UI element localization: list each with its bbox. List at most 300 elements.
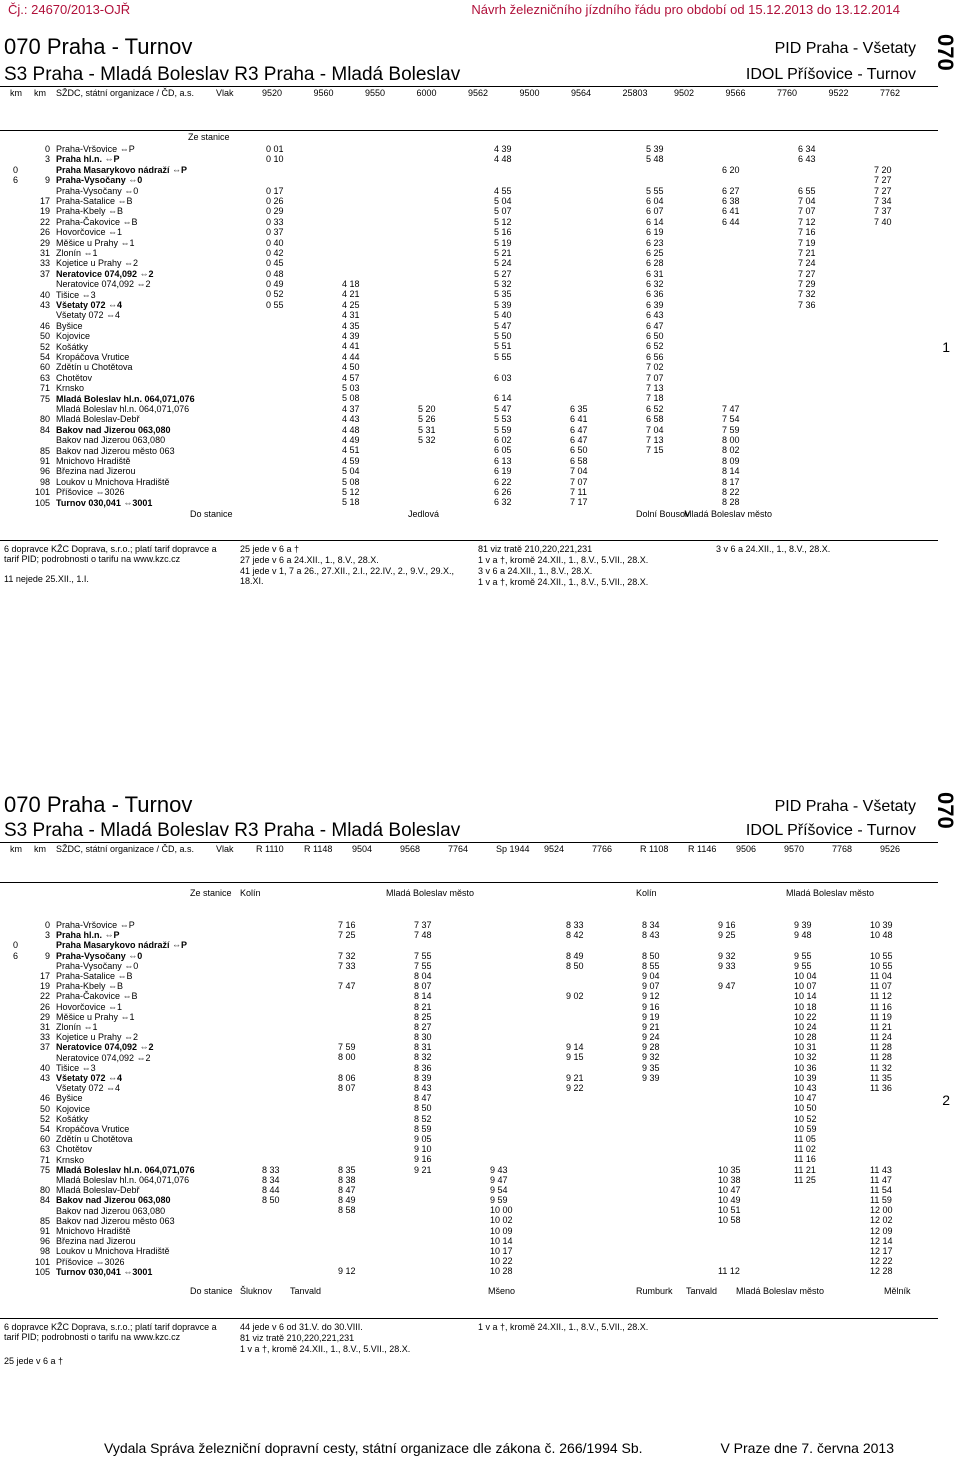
km-value: 31 bbox=[39, 248, 50, 258]
time-cell: 4 35 bbox=[342, 320, 360, 331]
km-value: 43 bbox=[39, 1073, 50, 1083]
station-row bbox=[0, 300, 240, 310]
time-cell bbox=[798, 466, 816, 476]
time-cell: 4 57 bbox=[342, 372, 360, 383]
time-cell: 4 51 bbox=[342, 445, 360, 456]
time-cell bbox=[718, 1083, 741, 1093]
time-cell: 12 28 bbox=[870, 1266, 893, 1277]
station-row bbox=[0, 1134, 240, 1144]
time-column bbox=[490, 920, 513, 1277]
km-value: 91 bbox=[39, 1226, 50, 1236]
time-cell bbox=[266, 310, 284, 320]
time-cell bbox=[342, 154, 360, 164]
station-name: Tišice ⇔3 bbox=[56, 1062, 96, 1073]
time-cell bbox=[494, 175, 512, 185]
date: V Praze dne 7. června 2013 bbox=[720, 1440, 894, 1456]
time-cell: 11 24 bbox=[870, 1032, 892, 1043]
time-cell bbox=[642, 1093, 660, 1103]
time-cell bbox=[494, 165, 512, 175]
time-cell: 6 44 bbox=[722, 216, 740, 227]
station-name: Bakov nad Jizerou 063,080 bbox=[56, 1195, 171, 1206]
time-cell bbox=[874, 331, 892, 341]
time-cell: 8 49 bbox=[566, 950, 584, 961]
time-cell: 4 39 bbox=[494, 144, 512, 154]
time-cell: 6 41 bbox=[570, 414, 588, 425]
time-cell bbox=[870, 940, 893, 950]
time-cell: 7 25 bbox=[338, 930, 356, 941]
route-lines: S3 Praha - Mladá Boleslav R3 Praha - Mladá Boleslav bbox=[4, 820, 461, 841]
time-cell: 12 22 bbox=[870, 1256, 893, 1267]
divider bbox=[0, 1318, 938, 1319]
time-cell bbox=[570, 331, 588, 341]
time-cell bbox=[418, 217, 436, 227]
time-cell bbox=[722, 175, 740, 185]
km-value: 60 bbox=[39, 362, 50, 373]
time-cell bbox=[874, 154, 892, 164]
time-cell bbox=[418, 477, 436, 487]
station-row bbox=[0, 279, 240, 289]
time-cell: 7 36 bbox=[798, 299, 816, 310]
time-cell bbox=[570, 269, 588, 279]
divider bbox=[0, 882, 938, 883]
time-cell: 7 55 bbox=[414, 960, 432, 971]
time-cell: 10 51 bbox=[718, 1205, 741, 1216]
time-cell bbox=[874, 279, 892, 289]
time-cell bbox=[570, 310, 588, 320]
km-value: 0 bbox=[44, 920, 50, 930]
km-value: 63 bbox=[39, 372, 50, 383]
time-cell bbox=[874, 227, 892, 237]
time-cell bbox=[338, 940, 356, 950]
time-cell bbox=[342, 227, 360, 237]
time-column bbox=[874, 144, 892, 508]
reference-number: Čj.: 24670/2013-OJŘ bbox=[8, 2, 131, 17]
time-cell bbox=[418, 165, 436, 175]
station-name: Praha-Kbely ⇔B bbox=[56, 981, 124, 992]
time-cell: 5 24 bbox=[494, 258, 512, 269]
time-cell: 8 50 bbox=[262, 1195, 280, 1206]
time-cell bbox=[570, 341, 588, 351]
time-cell bbox=[718, 971, 741, 981]
time-cell bbox=[874, 341, 892, 351]
time-cell: 8 17 bbox=[722, 476, 740, 487]
time-cell bbox=[338, 1012, 356, 1022]
time-cell bbox=[722, 321, 740, 331]
station-name: Březina nad Jizerou bbox=[56, 1236, 136, 1247]
time-cell: 8 04 bbox=[414, 970, 432, 981]
time-cell: 9 25 bbox=[718, 930, 736, 941]
ze-stanice-label: Ze stanice bbox=[190, 888, 232, 898]
station-row bbox=[0, 373, 240, 383]
note-b0: 25 jede v 6 a † bbox=[240, 544, 300, 554]
time-cell bbox=[418, 362, 436, 372]
station-row bbox=[0, 487, 240, 497]
time-cell: 10 32 bbox=[794, 1052, 817, 1063]
operator-header: SŽDC, státní organizace / ČD, a.s. bbox=[56, 844, 195, 854]
time-cell: 8 21 bbox=[414, 1001, 432, 1012]
time-cell bbox=[418, 289, 436, 299]
time-cell: 6 47 bbox=[570, 434, 588, 445]
time-cell: 7 12 bbox=[798, 216, 816, 227]
station-name: Praha hl.n. ⇔P bbox=[56, 930, 120, 941]
time-cell bbox=[718, 1134, 741, 1144]
station-row bbox=[0, 196, 240, 206]
time-cell: 8 47 bbox=[414, 1093, 432, 1104]
time-cell: 9 21 bbox=[642, 1021, 660, 1032]
time-column bbox=[414, 920, 432, 1277]
km-value: 98 bbox=[39, 476, 50, 487]
operator-header: SŽDC, státní organizace / ČD, a.s. bbox=[56, 88, 195, 98]
time-cell bbox=[642, 1185, 660, 1195]
dest-3: Mladá Boleslav město bbox=[684, 509, 773, 519]
train-number: 7762 bbox=[880, 88, 901, 98]
train-number: 9500 bbox=[519, 88, 540, 98]
station-name: Krnsko bbox=[56, 383, 85, 394]
time-cell: 9 54 bbox=[490, 1184, 508, 1195]
station-name: Všetaty 072 ⇔4 bbox=[56, 1073, 123, 1083]
note-p2-3: 81 viz tratě 210,220,221,231 bbox=[240, 1333, 355, 1343]
time-cell: 6 34 bbox=[798, 144, 816, 154]
time-cell: 8 27 bbox=[414, 1021, 432, 1032]
time-cell bbox=[266, 165, 284, 175]
time-cell: 4 43 bbox=[342, 414, 360, 425]
time-cell bbox=[646, 497, 664, 507]
km-value: 29 bbox=[39, 1011, 50, 1022]
km-value: 40 bbox=[39, 1062, 50, 1073]
train-number: 9560 bbox=[313, 88, 334, 98]
km-value: 71 bbox=[39, 1154, 50, 1165]
time-cell bbox=[418, 466, 436, 476]
station-name: Březina nad Jizerou bbox=[56, 466, 136, 477]
station-name: Bakov nad Jizerou 063,080 bbox=[56, 424, 171, 435]
time-cell: 7 34 bbox=[874, 195, 892, 206]
time-cell: 8 52 bbox=[414, 1113, 432, 1124]
time-cell: 6 31 bbox=[646, 268, 664, 279]
time-cell: 8 00 bbox=[338, 1052, 356, 1063]
time-cell bbox=[262, 1012, 280, 1022]
destination: Šluknov bbox=[240, 1286, 273, 1296]
note-a0: 6 dopravce KŽC Doprava, s.r.o.; platí tarif dopravce a tarif PID; podrobnosti o tarifu na www.kzc.cz bbox=[4, 544, 217, 564]
train-number: 9520 bbox=[262, 88, 283, 98]
time-cell: 8 39 bbox=[414, 1072, 432, 1083]
time-cell bbox=[262, 920, 280, 930]
time-cell bbox=[262, 1002, 280, 1012]
time-cell bbox=[490, 1063, 513, 1073]
train-number: 9502 bbox=[674, 88, 695, 98]
side-label: 070 bbox=[933, 792, 958, 829]
time-cell bbox=[262, 1246, 280, 1256]
km-value: 75 bbox=[39, 1164, 50, 1175]
time-cell: 11 07 bbox=[870, 981, 892, 992]
time-cell bbox=[874, 269, 892, 279]
time-cell bbox=[418, 258, 436, 268]
time-cell bbox=[722, 144, 740, 154]
time-cell: 10 38 bbox=[718, 1174, 741, 1185]
time-cell bbox=[794, 1256, 817, 1266]
station-name: Neratovice 074,092 ⇔2 bbox=[56, 268, 154, 279]
station-row bbox=[0, 1267, 240, 1277]
time-cell: 5 40 bbox=[494, 310, 512, 321]
time-cell bbox=[642, 1246, 660, 1256]
time-cell bbox=[266, 393, 284, 403]
time-cell bbox=[798, 352, 816, 362]
time-cell bbox=[566, 1144, 584, 1154]
time-cell bbox=[338, 1226, 356, 1236]
time-cell bbox=[722, 300, 740, 310]
time-cell: 5 50 bbox=[494, 331, 512, 342]
time-cell: 9 10 bbox=[414, 1144, 432, 1155]
time-cell bbox=[570, 258, 588, 268]
pid-note: PID Praha - Všetaty bbox=[774, 40, 916, 57]
train-number: 7764 bbox=[448, 844, 469, 854]
time-cell bbox=[262, 1103, 280, 1113]
time-cell bbox=[262, 1063, 280, 1073]
time-cell bbox=[722, 238, 740, 248]
time-cell bbox=[494, 362, 512, 372]
origin-3: Kolín bbox=[636, 888, 657, 898]
time-cell bbox=[262, 951, 280, 961]
train-number: 9506 bbox=[736, 844, 757, 854]
time-cell: 9 55 bbox=[794, 960, 812, 971]
time-cell bbox=[342, 196, 360, 206]
time-cell bbox=[798, 383, 816, 393]
time-cell: 9 04 bbox=[642, 970, 660, 981]
station-row bbox=[0, 258, 240, 268]
dest-2: Dolní Bousov bbox=[636, 509, 690, 519]
time-cell: 10 07 bbox=[794, 981, 817, 992]
time-cell: 8 30 bbox=[414, 1032, 432, 1043]
time-cell bbox=[566, 1175, 584, 1185]
time-cell bbox=[266, 456, 284, 466]
time-cell bbox=[262, 1144, 280, 1154]
km-value: 91 bbox=[39, 456, 50, 466]
time-cell: 7 27 bbox=[874, 175, 892, 186]
time-cell bbox=[418, 373, 436, 383]
km-value: 0 bbox=[12, 164, 18, 175]
time-cell: 6 14 bbox=[646, 216, 664, 227]
time-cell bbox=[338, 1093, 356, 1103]
time-cell bbox=[874, 238, 892, 248]
time-cell bbox=[718, 1114, 741, 1124]
time-cell bbox=[262, 1266, 280, 1276]
station-row bbox=[0, 362, 240, 372]
time-cell bbox=[266, 373, 284, 383]
train-number: 7768 bbox=[832, 844, 853, 854]
time-cell: 5 39 bbox=[646, 144, 664, 154]
time-column bbox=[718, 920, 741, 1277]
station-name: Mladá Boleslav hl.n. 064,071,076 bbox=[56, 404, 190, 414]
time-cell bbox=[794, 1185, 817, 1195]
time-cell bbox=[266, 466, 284, 476]
time-cell: 6 35 bbox=[570, 403, 588, 414]
time-cell: 9 47 bbox=[718, 981, 736, 992]
time-cell: 6 50 bbox=[570, 445, 588, 456]
time-cell: 4 18 bbox=[342, 279, 360, 290]
time-cell: 9 39 bbox=[794, 920, 812, 930]
destination: Mšeno bbox=[488, 1286, 516, 1296]
station-name: Praha-Vysočany ⇔0 bbox=[56, 950, 143, 961]
time-cell: 8 47 bbox=[338, 1184, 356, 1195]
train-number: 9570 bbox=[784, 844, 805, 854]
time-cell bbox=[874, 248, 892, 258]
time-cell bbox=[490, 1093, 513, 1103]
time-cell bbox=[566, 1032, 584, 1042]
time-cell bbox=[798, 341, 816, 351]
time-cell: 10 55 bbox=[870, 950, 893, 961]
station-row bbox=[0, 1175, 240, 1185]
time-cell bbox=[490, 1002, 513, 1012]
time-cell: 7 37 bbox=[414, 920, 432, 930]
time-cell: 6 41 bbox=[722, 206, 740, 217]
time-cell: 4 59 bbox=[342, 455, 360, 466]
time-cell bbox=[266, 435, 284, 445]
time-cell bbox=[414, 1266, 432, 1276]
idol-note: IDOL Příšovice - Turnov bbox=[745, 66, 916, 83]
time-cell bbox=[722, 310, 740, 320]
station-row bbox=[0, 920, 240, 930]
time-cell bbox=[266, 383, 284, 393]
time-cell bbox=[490, 981, 513, 991]
station-row bbox=[0, 342, 240, 352]
km-value: 105 bbox=[34, 497, 50, 508]
time-cell bbox=[570, 300, 588, 310]
time-cell: 6 55 bbox=[798, 185, 816, 196]
station-row bbox=[0, 144, 240, 154]
time-cell: 9 39 bbox=[642, 1072, 660, 1083]
time-cell bbox=[718, 1103, 741, 1113]
time-cell: 8 02 bbox=[722, 445, 740, 456]
time-cell bbox=[722, 248, 740, 258]
origin-2: Mladá Boleslav město bbox=[386, 888, 475, 898]
time-cell: 4 44 bbox=[342, 351, 360, 362]
station-name: Bakov nad Jizerou město 063 bbox=[56, 1215, 175, 1226]
time-cell: 0 37 bbox=[266, 227, 284, 238]
time-cell bbox=[798, 321, 816, 331]
time-cell bbox=[566, 1114, 584, 1124]
time-cell: 6 23 bbox=[646, 237, 664, 248]
time-cell: 5 32 bbox=[494, 279, 512, 290]
time-cell bbox=[722, 258, 740, 268]
time-cell bbox=[262, 1114, 280, 1124]
time-column bbox=[646, 144, 664, 508]
time-cell: 7 18 bbox=[646, 393, 664, 404]
time-cell: 0 33 bbox=[266, 216, 284, 227]
time-cell bbox=[490, 1042, 513, 1052]
time-cell bbox=[718, 1256, 741, 1266]
time-cell bbox=[338, 1215, 356, 1225]
km-value: 75 bbox=[39, 393, 50, 404]
km-value: 29 bbox=[39, 237, 50, 248]
time-cell: 11 04 bbox=[870, 970, 892, 981]
time-cell: 5 27 bbox=[494, 268, 512, 279]
time-cell: 9 28 bbox=[642, 1042, 660, 1053]
station-name: Všetaty 072 ⇔4 bbox=[56, 1083, 121, 1094]
time-cell: 4 25 bbox=[342, 299, 360, 310]
time-cell bbox=[566, 1134, 584, 1144]
time-cell: 4 39 bbox=[342, 331, 360, 342]
time-cell bbox=[266, 341, 284, 351]
time-cell: 7 24 bbox=[798, 258, 816, 269]
time-column bbox=[722, 144, 740, 508]
time-cell: 7 19 bbox=[798, 237, 816, 248]
time-cell: 9 33 bbox=[718, 960, 736, 971]
time-cell bbox=[418, 144, 436, 154]
time-cell bbox=[566, 1226, 584, 1236]
time-cell: 5 55 bbox=[646, 185, 664, 196]
km-value: 22 bbox=[39, 216, 50, 227]
station-row bbox=[0, 1246, 240, 1256]
time-cell bbox=[490, 951, 513, 961]
time-cell: 6 52 bbox=[646, 341, 664, 352]
time-cell: 0 55 bbox=[266, 299, 284, 310]
time-cell: 4 31 bbox=[342, 310, 360, 321]
time-cell: 4 49 bbox=[342, 434, 360, 445]
time-cell: 6 58 bbox=[646, 414, 664, 425]
time-column bbox=[262, 920, 280, 1277]
time-cell: 10 22 bbox=[490, 1256, 513, 1267]
km-value: 6 bbox=[12, 175, 18, 186]
destination: Mladá Boleslav město bbox=[736, 1286, 825, 1296]
time-cell bbox=[874, 466, 892, 476]
time-cell: 9 15 bbox=[566, 1052, 584, 1063]
time-cell bbox=[718, 1042, 741, 1052]
time-cell bbox=[566, 1195, 584, 1205]
time-cell bbox=[570, 227, 588, 237]
time-cell bbox=[798, 487, 816, 497]
time-cell: 8 07 bbox=[338, 1083, 356, 1093]
time-cell: 11 16 bbox=[870, 1001, 892, 1012]
station-row bbox=[0, 981, 240, 991]
time-cell bbox=[874, 393, 892, 403]
time-cell: 10 49 bbox=[718, 1195, 741, 1206]
train-number: 9524 bbox=[544, 844, 565, 854]
station-row bbox=[0, 269, 240, 279]
time-cell: 5 47 bbox=[494, 320, 512, 331]
station-name: Turnov 030,041 ⇔3001 bbox=[56, 497, 153, 508]
time-cell bbox=[718, 1012, 741, 1022]
time-cell bbox=[798, 175, 816, 185]
station-name: Tišice ⇔3 bbox=[56, 289, 96, 300]
time-cell bbox=[570, 279, 588, 289]
time-cell: 11 28 bbox=[870, 1052, 892, 1063]
time-cell: 8 00 bbox=[722, 434, 740, 445]
time-cell bbox=[642, 1226, 660, 1236]
km-value: 0 bbox=[12, 940, 18, 951]
time-cell bbox=[570, 321, 588, 331]
km-value: 80 bbox=[39, 1185, 50, 1196]
station-row bbox=[0, 951, 240, 961]
time-cell bbox=[338, 1032, 356, 1042]
time-cell bbox=[718, 940, 741, 950]
station-name: Bakov nad Jizerou 063,080 bbox=[56, 1205, 166, 1216]
destination: Tanvald bbox=[290, 1286, 322, 1296]
time-cell: 8 49 bbox=[338, 1195, 356, 1206]
train-number: 6000 bbox=[416, 88, 437, 98]
station-name: Hovorčovice ⇔1 bbox=[56, 227, 123, 238]
time-cell: 12 17 bbox=[870, 1246, 893, 1256]
time-cell bbox=[266, 321, 284, 331]
time-cell: 10 48 bbox=[870, 930, 893, 941]
time-cell: 0 26 bbox=[266, 195, 284, 206]
time-cell bbox=[342, 175, 360, 185]
time-cell: 7 07 bbox=[646, 372, 664, 383]
train-number: R 1110 bbox=[256, 844, 284, 854]
divider bbox=[0, 842, 938, 843]
time-cell: 5 08 bbox=[342, 476, 360, 487]
time-cell bbox=[874, 352, 892, 362]
station-row bbox=[0, 1124, 240, 1134]
station-row bbox=[0, 331, 240, 341]
